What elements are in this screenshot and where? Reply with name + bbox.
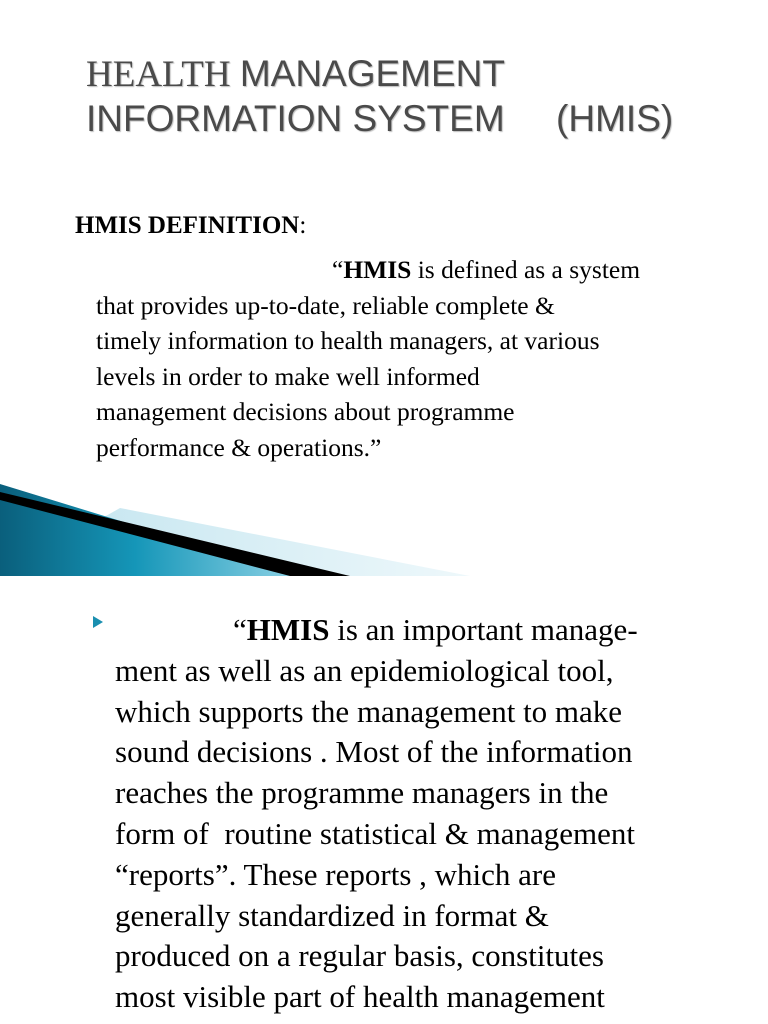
description-line-1 — [115, 610, 755, 651]
title-line-2: INFORMATION SYSTEM (HMIS) — [86, 98, 674, 139]
definition-line-3: timely information to health managers, at various — [96, 326, 600, 355]
definition-line-1 — [96, 252, 706, 288]
slide-title — [86, 52, 673, 141]
description-line-10: most visible part of health management — [115, 979, 605, 1015]
definition-heading-bold: HMIS DEFINITION — [75, 212, 300, 239]
title-word-management: MANAGEMENT — [239, 53, 506, 94]
definition-body — [96, 252, 706, 465]
description-line-2: ment as well as an epidemiological tool, — [115, 652, 614, 688]
definition-line-1-rest: is defined as a system — [411, 255, 641, 284]
description-line-7: “reports”. These reports , which are — [115, 856, 556, 892]
description-line-8: generally standardized in format & — [115, 897, 549, 933]
description-line-5: reaches the programme managers in the — [115, 775, 609, 811]
description-line-9: produced on a regular basis, constitutes — [115, 938, 604, 974]
definition-heading — [75, 212, 306, 240]
description-line-4: sound decisions . Most of the information — [115, 734, 633, 770]
definition-line-6: performance & operations.” — [96, 432, 382, 462]
hmis-description — [115, 610, 755, 1018]
definition-line-5: management decisions about programme — [96, 397, 515, 426]
description-hmis-bold: HMIS — [246, 612, 330, 647]
definition-line-4: levels in order to make well informed — [96, 361, 480, 391]
description-open-quote: “ — [233, 612, 247, 647]
decorative-swoosh — [0, 478, 470, 576]
triangle-bullet-icon — [93, 616, 103, 628]
definition-line-2: that provides up-to-date, reliable complete & — [96, 290, 555, 320]
title-word-health: HEALTH — [86, 54, 240, 95]
description-line-3: which supports the management to make — [115, 693, 623, 729]
title-line-1 — [86, 52, 673, 97]
definition-open-quote: “ — [332, 255, 344, 284]
slide-2 — [0, 576, 768, 1024]
definition-hmis-bold: HMIS — [343, 255, 412, 284]
definition-heading-colon: : — [299, 212, 307, 239]
description-line-6: form of routine statistical & management — [115, 815, 635, 851]
description-line-1-rest: is an important manage- — [329, 612, 638, 647]
